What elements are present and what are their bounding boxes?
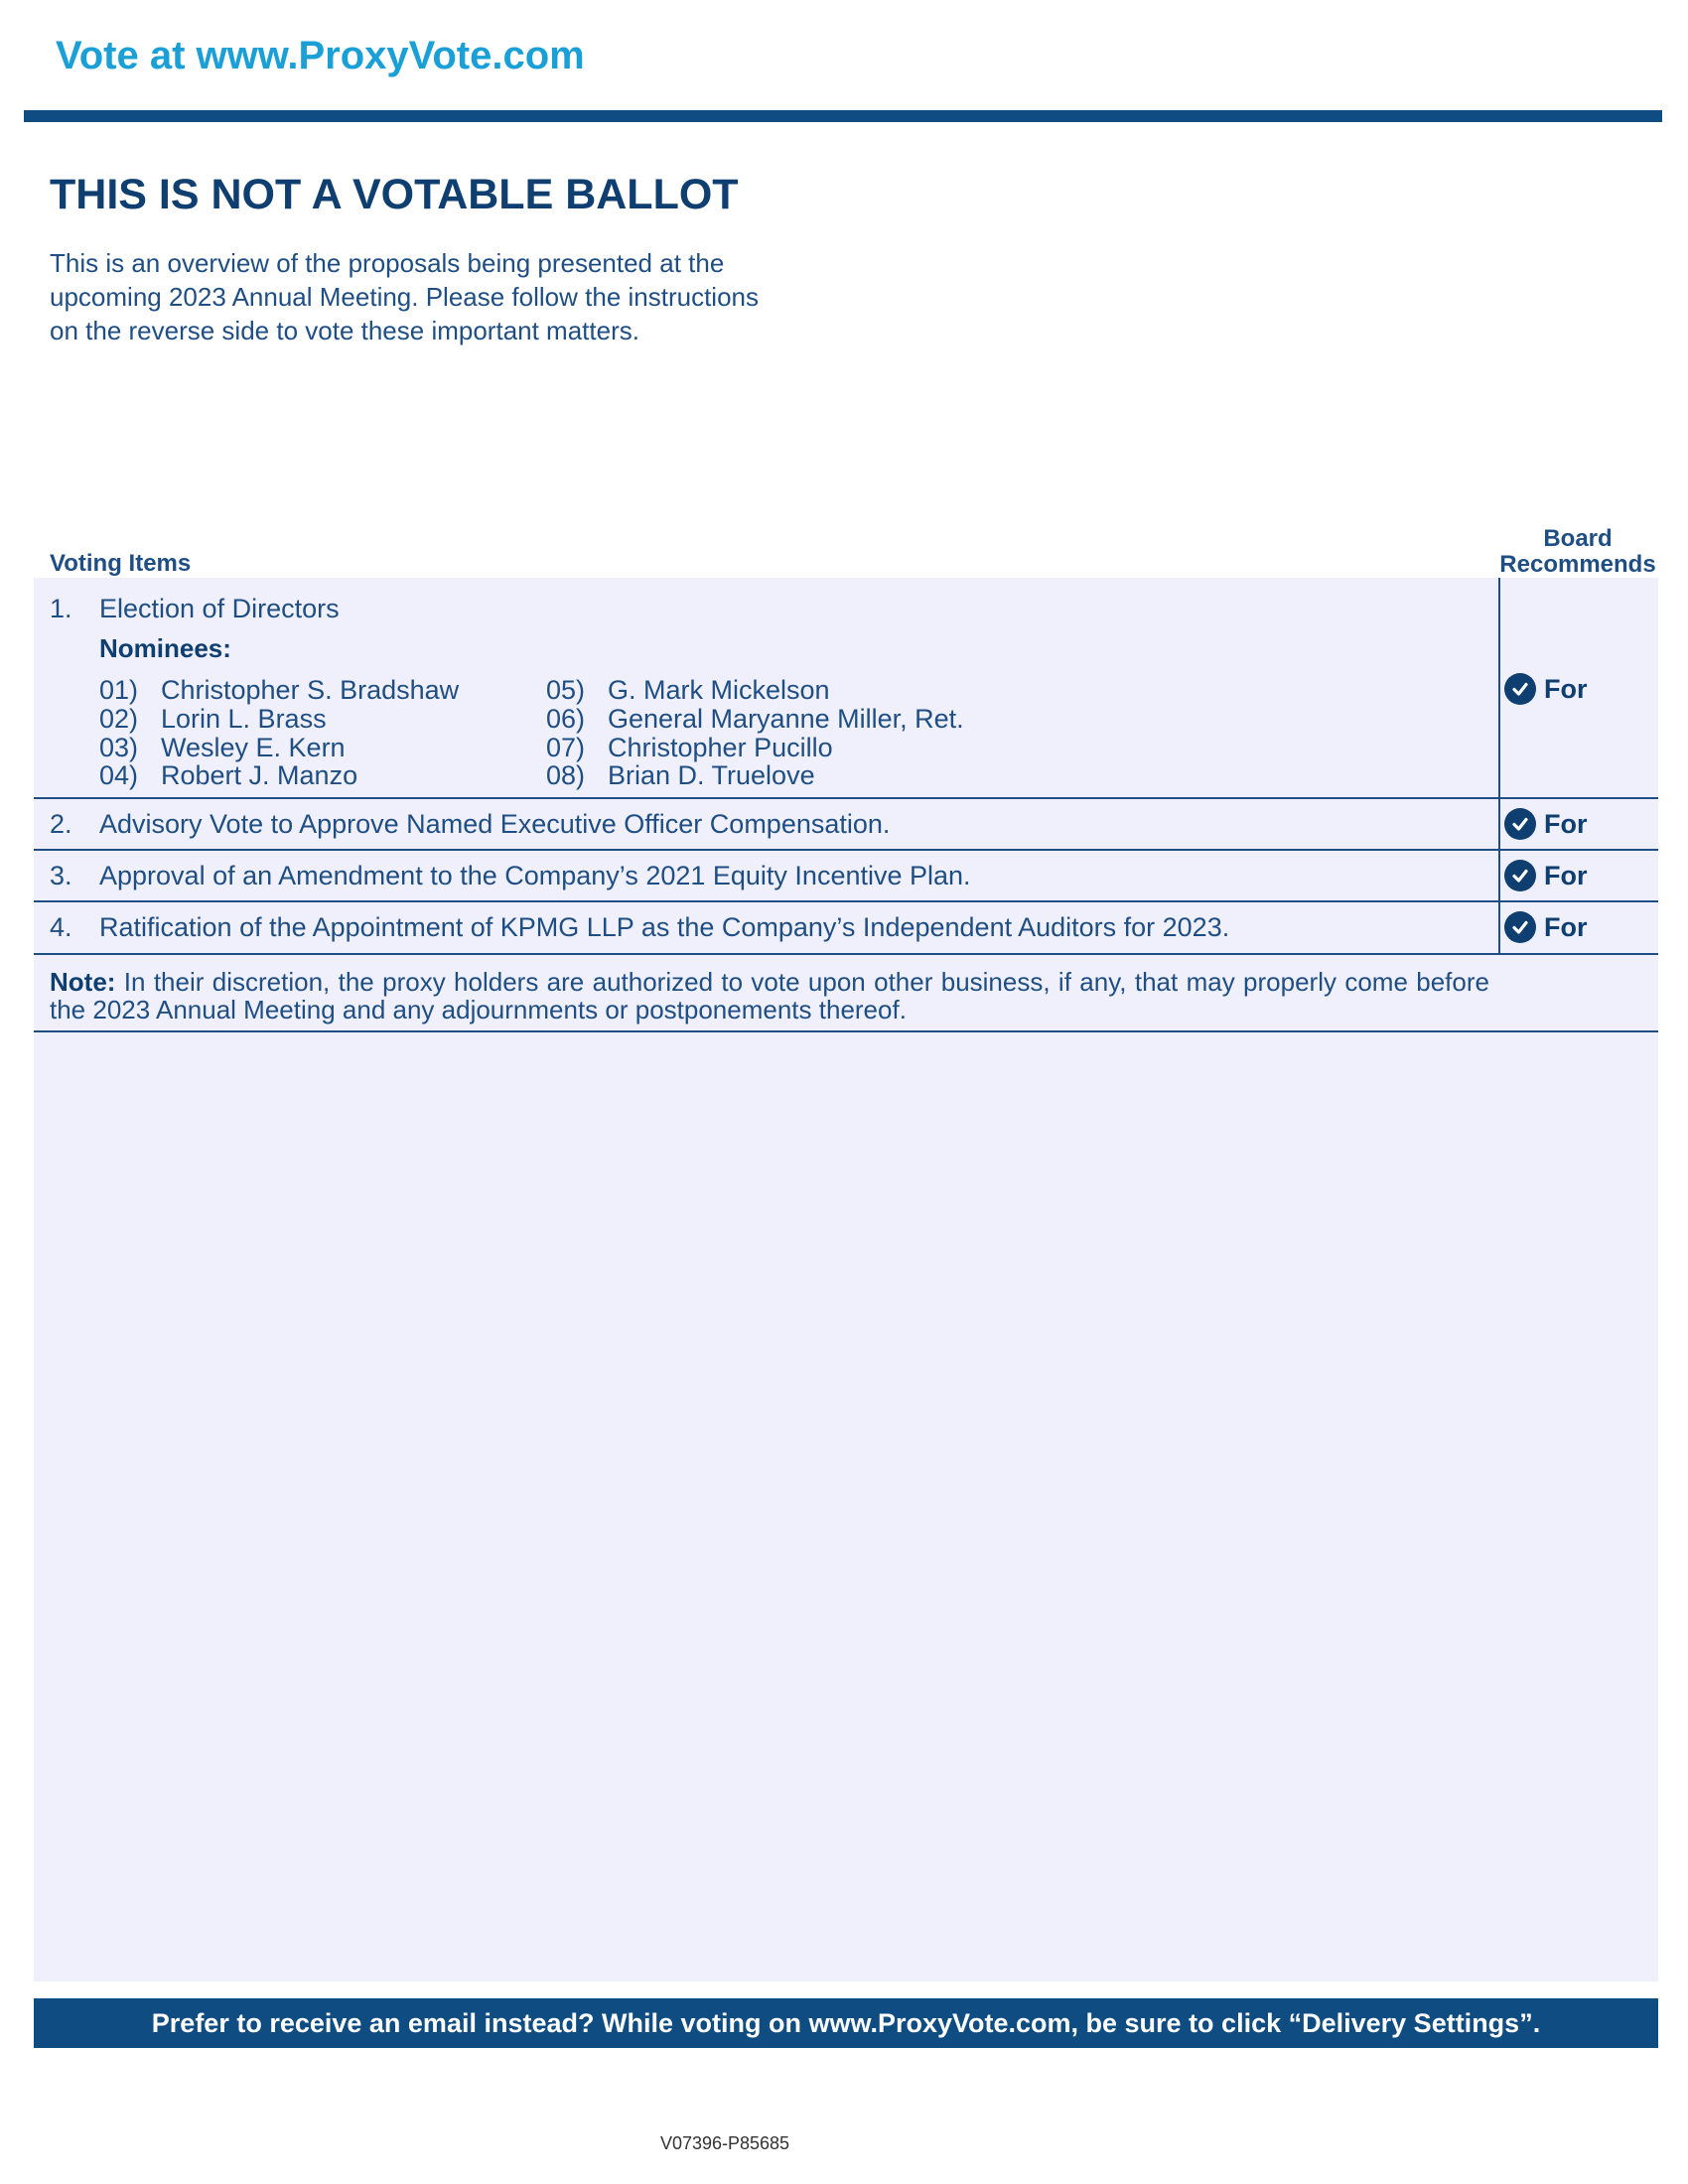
row-separator: [34, 1030, 1658, 1032]
recommendation: [1504, 910, 1588, 944]
item-number: 1.: [50, 594, 72, 623]
nominee: [546, 734, 833, 762]
nominee-number: 06): [546, 704, 586, 734]
nominee-number: 08): [546, 760, 586, 790]
item-text: Advisory Vote to Approve Named Executive Officer Compensation.: [99, 809, 891, 839]
recommendation: [1504, 859, 1588, 892]
nominee: [546, 705, 964, 734]
intro-text: [50, 246, 864, 347]
nominee: [99, 761, 357, 790]
item-text: Election of Directors: [99, 594, 340, 623]
recommendation-label: For: [1544, 808, 1588, 839]
item-text: Ratification of the Appointment of KPMG LLP as the Company’s Independent Auditors for 2023.: [99, 912, 1230, 942]
check-circle-icon: [1504, 860, 1536, 891]
nominee: [546, 761, 815, 790]
nominee-number: 01): [99, 675, 139, 705]
nominee: [99, 734, 346, 762]
nominee-name: Lorin L. Brass: [161, 704, 327, 734]
nominees-label: Nominees:: [99, 633, 231, 663]
column-divider: [1498, 578, 1500, 955]
nominee-number: 02): [99, 704, 139, 734]
check-circle-icon: [1504, 673, 1536, 705]
note-text: [50, 968, 1489, 1024]
recommendation: [1504, 672, 1588, 706]
note-label: Note:: [50, 967, 116, 997]
nominee-name: Wesley E. Kern: [161, 733, 346, 762]
item-text: Approval of an Amendment to the Company’s 2021 Equity Incentive Plan.: [99, 861, 971, 890]
nominee-name: General Maryanne Miller, Ret.: [608, 704, 964, 734]
recommendation: [1504, 807, 1588, 841]
check-circle-icon: [1504, 911, 1536, 943]
banner-text: Prefer to receive an email instead? While voting on www.ProxyVote.com, be sure to click “Delivery Settings”.: [151, 2007, 1541, 2038]
item-number: 3.: [50, 861, 72, 890]
nominee-name: Christopher Pucillo: [608, 733, 833, 762]
nominee-name: Brian D. Truelove: [608, 760, 815, 790]
recommendation-label: For: [1544, 673, 1588, 704]
nominee: [99, 676, 459, 705]
nominee-number: 07): [546, 733, 586, 762]
delivery-settings-banner: [34, 1998, 1658, 2048]
item-number: 2.: [50, 809, 72, 839]
row-separator: [34, 900, 1658, 902]
vote-link[interactable]: Vote at www.ProxyVote.com: [56, 34, 585, 77]
intro-line: upcoming 2023 Annual Meeting. Please follow the instructions: [50, 282, 759, 312]
page-title: THIS IS NOT A VOTABLE BALLOT: [50, 171, 739, 218]
header-rule: [24, 110, 1662, 122]
document-code: V07396-P85685: [659, 2133, 790, 2153]
nominee-number: 04): [99, 760, 139, 790]
board-recommends-header: [1483, 526, 1672, 578]
nominee: [546, 676, 830, 705]
board-header-line: Recommends: [1499, 551, 1656, 578]
note-body: In their discretion, the proxy holders are authorized to vote upon other business, if any, that may properly come before the 2023 Annual Meeting and any adjournments or postponements thereof.: [50, 967, 1489, 1024]
row-separator: [34, 797, 1658, 799]
intro-line: This is an overview of the proposals being presented at the: [50, 248, 725, 278]
nominee-name: G. Mark Mickelson: [608, 675, 830, 705]
recommendation-label: For: [1544, 860, 1588, 890]
voting-items-header: Voting Items: [50, 550, 192, 577]
intro-line: on the reverse side to vote these important matters.: [50, 316, 639, 345]
nominee-name: Robert J. Manzo: [161, 760, 358, 790]
check-circle-icon: [1504, 808, 1536, 840]
nominee: [99, 705, 327, 734]
board-header-line: Board: [1543, 525, 1613, 552]
recommendation-label: For: [1544, 911, 1588, 942]
nominee-name: Christopher S. Bradshaw: [161, 675, 460, 705]
row-separator: [34, 953, 1658, 955]
nominee-number: 05): [546, 675, 586, 705]
item-number: 4.: [50, 912, 72, 942]
nominee-number: 03): [99, 733, 139, 762]
row-separator: [34, 849, 1658, 851]
